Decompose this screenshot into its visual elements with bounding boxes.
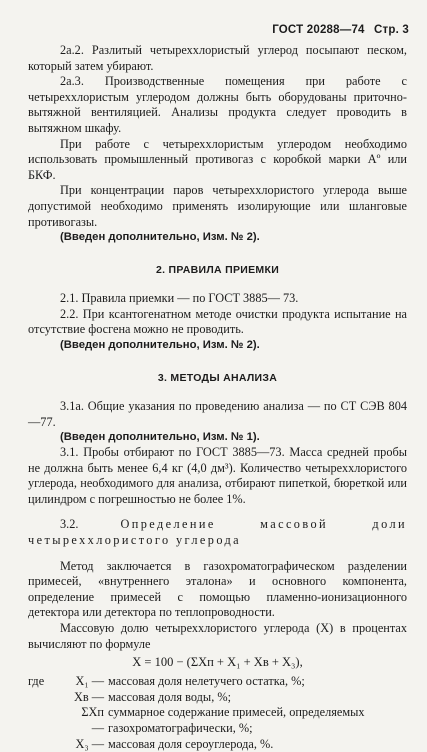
- paragraph-2a2: 2а.2. Разлитый четыреххлористый углерод посыпают песком, который затем убирают.: [28, 43, 407, 73]
- amendment-note: (Введен дополнительно, Изм. № 2).: [60, 338, 260, 351]
- amendment-note: (Введен дополнительно, Изм. № 1).: [60, 431, 260, 444]
- definition-row: X₃ — массовая доля сероуглерода, %.: [75, 736, 274, 751]
- definition-row: ΣXп — суммарное содержание примесей, определяемых газохроматографически, %;: [81, 705, 365, 735]
- definition-row: Xв — массовая доля воды, %;: [73, 689, 232, 704]
- section-heading: 3. МЕТОДЫ АНАЛИЗА: [157, 371, 278, 384]
- definition-row: где X₁ — массовая доля нелетучего остатка, %;: [28, 674, 305, 689]
- paragraph-2-1: 2.1. Правила приемки — по ГОСТ 3885— 73.: [60, 291, 299, 306]
- paragraph-2a3: 2а.3. Производственные помещения при работе с четыреххлористым углеродом должны быть оборудованы приточно-вытяжной вентиляцией. Анализы продукта следует проводить в вытяжном шкафу.: [28, 74, 407, 135]
- paragraph-3-1: 3.1. Пробы отбирают по ГОСТ 3885—73. Масса средней пробы не должна быть менее 6,4 кг (4,0 дм³). Количество четыреххлористого углерода, необходимого для анализа, отбирают пипеткой, бюреткой или цилиндром с погрешностью не более 1%.: [28, 445, 407, 506]
- variable-definitions: [28, 674, 407, 752]
- paragraph-formula-intro: Массовую долю четыреххлористого углерода (X) в процентах вычисляют по формуле: [28, 621, 407, 651]
- paragraph-3-1a: 3.1а. Общие указания по проведению анализа — по СТ СЭВ 804—77.: [28, 398, 407, 429]
- clause-title: Определение массовой доли четыреххлористого углерода: [28, 517, 407, 548]
- standard-number: ГОСТ 20288—74: [272, 24, 365, 36]
- paragraph-2-2: 2.2. При ксантогенатном методе очистки продукта испытание на отсутствие фосгена можно не проводить.: [28, 306, 407, 337]
- page-header: [272, 24, 409, 36]
- paragraph-3-2: [28, 517, 407, 548]
- paragraph-concentration: При концентрации паров четыреххлористого углерода выше допустимой необходимо применять изолирующие или шланговые противогазы.: [28, 183, 407, 229]
- amendment-note: (Введен дополнительно, Изм. № 2).: [60, 231, 260, 244]
- section-heading: 2. ПРАВИЛА ПРИЕМКИ: [155, 264, 280, 277]
- paragraph-method: Метод заключается в газохроматографическом разделении примесей, «внутреннего эталона» и основного компонента, определение примесей с помощью пламенно-ионизационного детектора или детектора по теплопроводности.: [28, 558, 407, 620]
- clause-number: 3.2.: [60, 517, 79, 532]
- document-body: [28, 43, 407, 752]
- paragraph-gas-mask: При работе с четыреххлористым углеродом необходимо использовать промышленный противогаз с коробкой марки Aº или БКФ.: [28, 136, 407, 182]
- page-number: Стр. 3: [374, 24, 409, 36]
- formula: X = 100 − (ΣXп + X₁ + Xв + X₃),: [132, 655, 303, 670]
